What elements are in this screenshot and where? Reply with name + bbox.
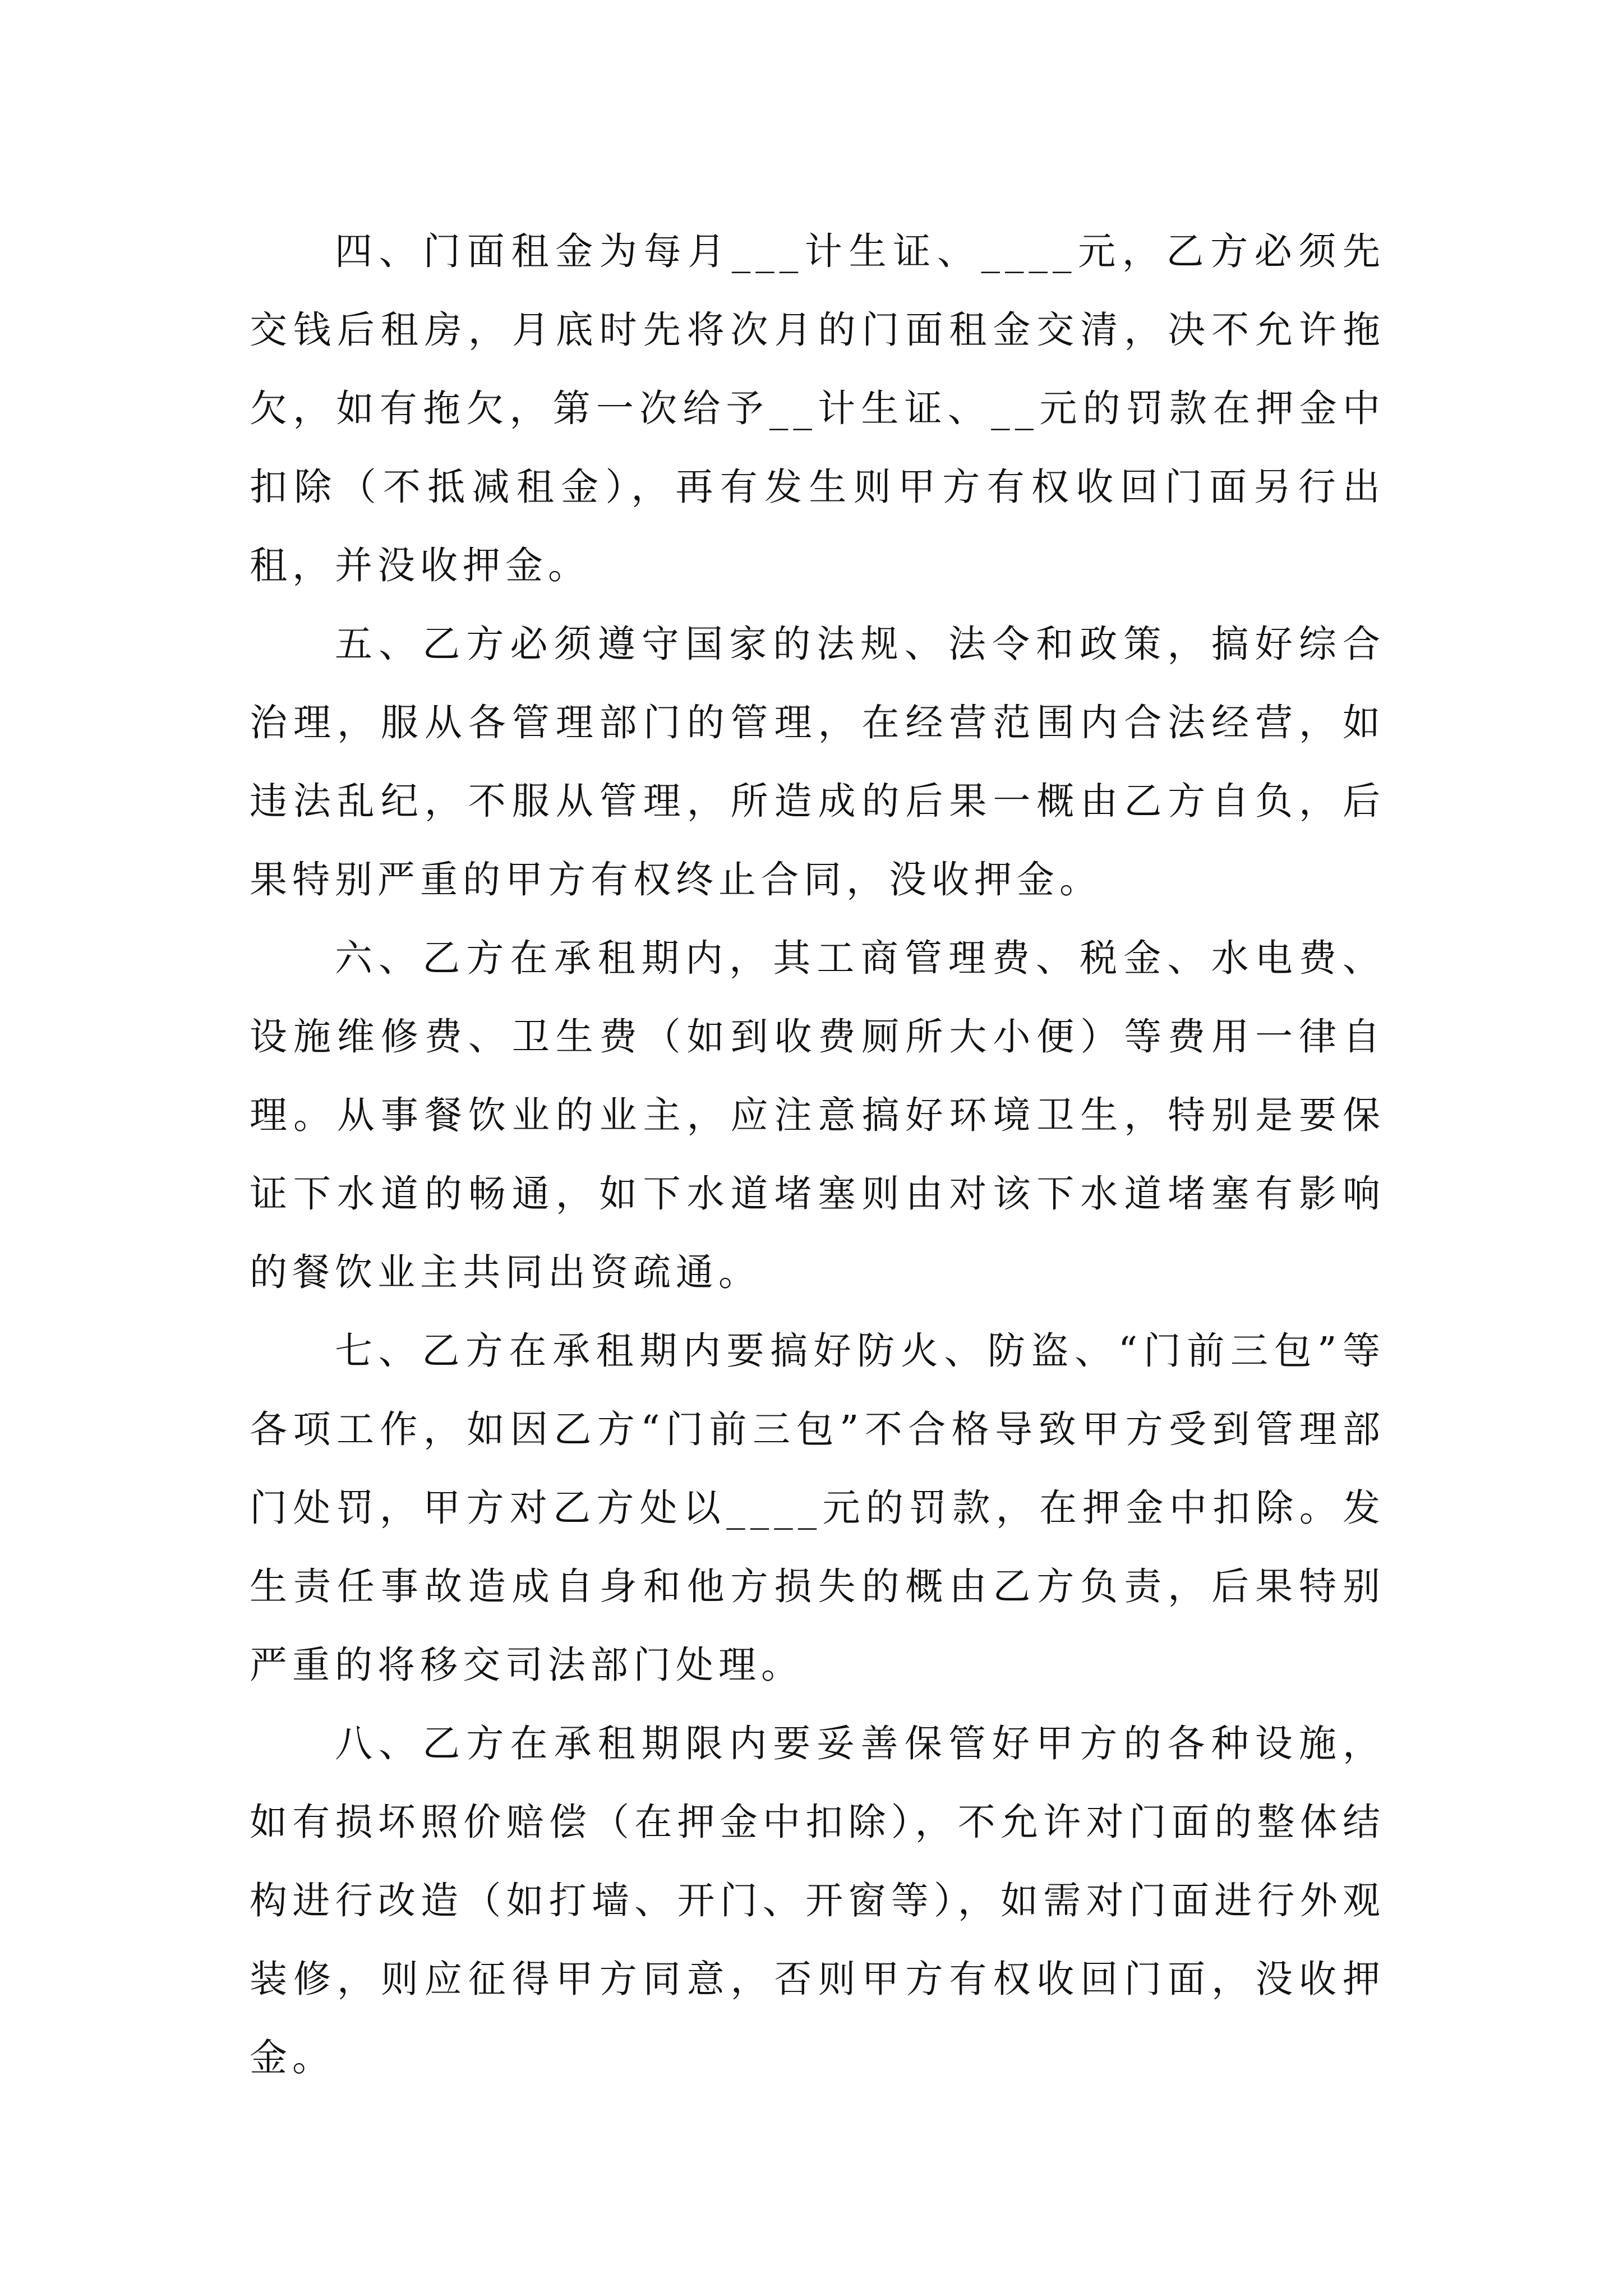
document-body	[250, 212, 1385, 2097]
clause-seven: 七、乙方在承租期内要搞好防火、防盗、“门前三包”等各项工作，如因乙方“门前三包”不合格导致甲方受到管理部门处罚，甲方对乙方处以____元的罚款，在押金中扣除。发生责任事故造成自身和他方损失的概由乙方负责，后果特别严重的将移交司法部门处理。	[250, 1329, 1385, 1687]
clause-four: 四、门面租金为每月___计生证、____元，乙方必须先交钱后租房，月底时先将次月的门面租金交清，决不允许拖欠，如有拖欠，第一次给予__计生证、__元的罚款在押金中扣除（不抵减租金），再有发生则甲方有权收回门面另行出租，并没收押金。	[250, 229, 1385, 587]
clause-eight: 八、乙方在承租期限内要妥善保管好甲方的各种设施，如有损坏照价赔偿（在押金中扣除），不允许对门面的整体结构进行改造（如打墙、开门、开窗等），如需对门面进行外观装修，则应征得甲方同意，否则甲方有权收回门面，没收押金。	[250, 1722, 1385, 2079]
clause-six: 六、乙方在承租期内，其工商管理费、税金、水电费、设施维修费、卫生费（如到收费厕所大小便）等费用一律自理。从事餐饮业的业主，应注意搞好环境卫生，特别是要保证下水道的畅通，如下水道堵塞则由对该下水道堵塞有影响的餐饮业主共同出资疏通。	[250, 936, 1385, 1294]
clause-five: 五、乙方必须遵守国家的法规、法令和政策，搞好综合治理，服从各管理部门的管理，在经营范围内合法经营，如违法乱纪，不服从管理，所造成的后果一概由乙方自负，后果特别严重的甲方有权终止合同，没收押金。	[250, 622, 1385, 901]
